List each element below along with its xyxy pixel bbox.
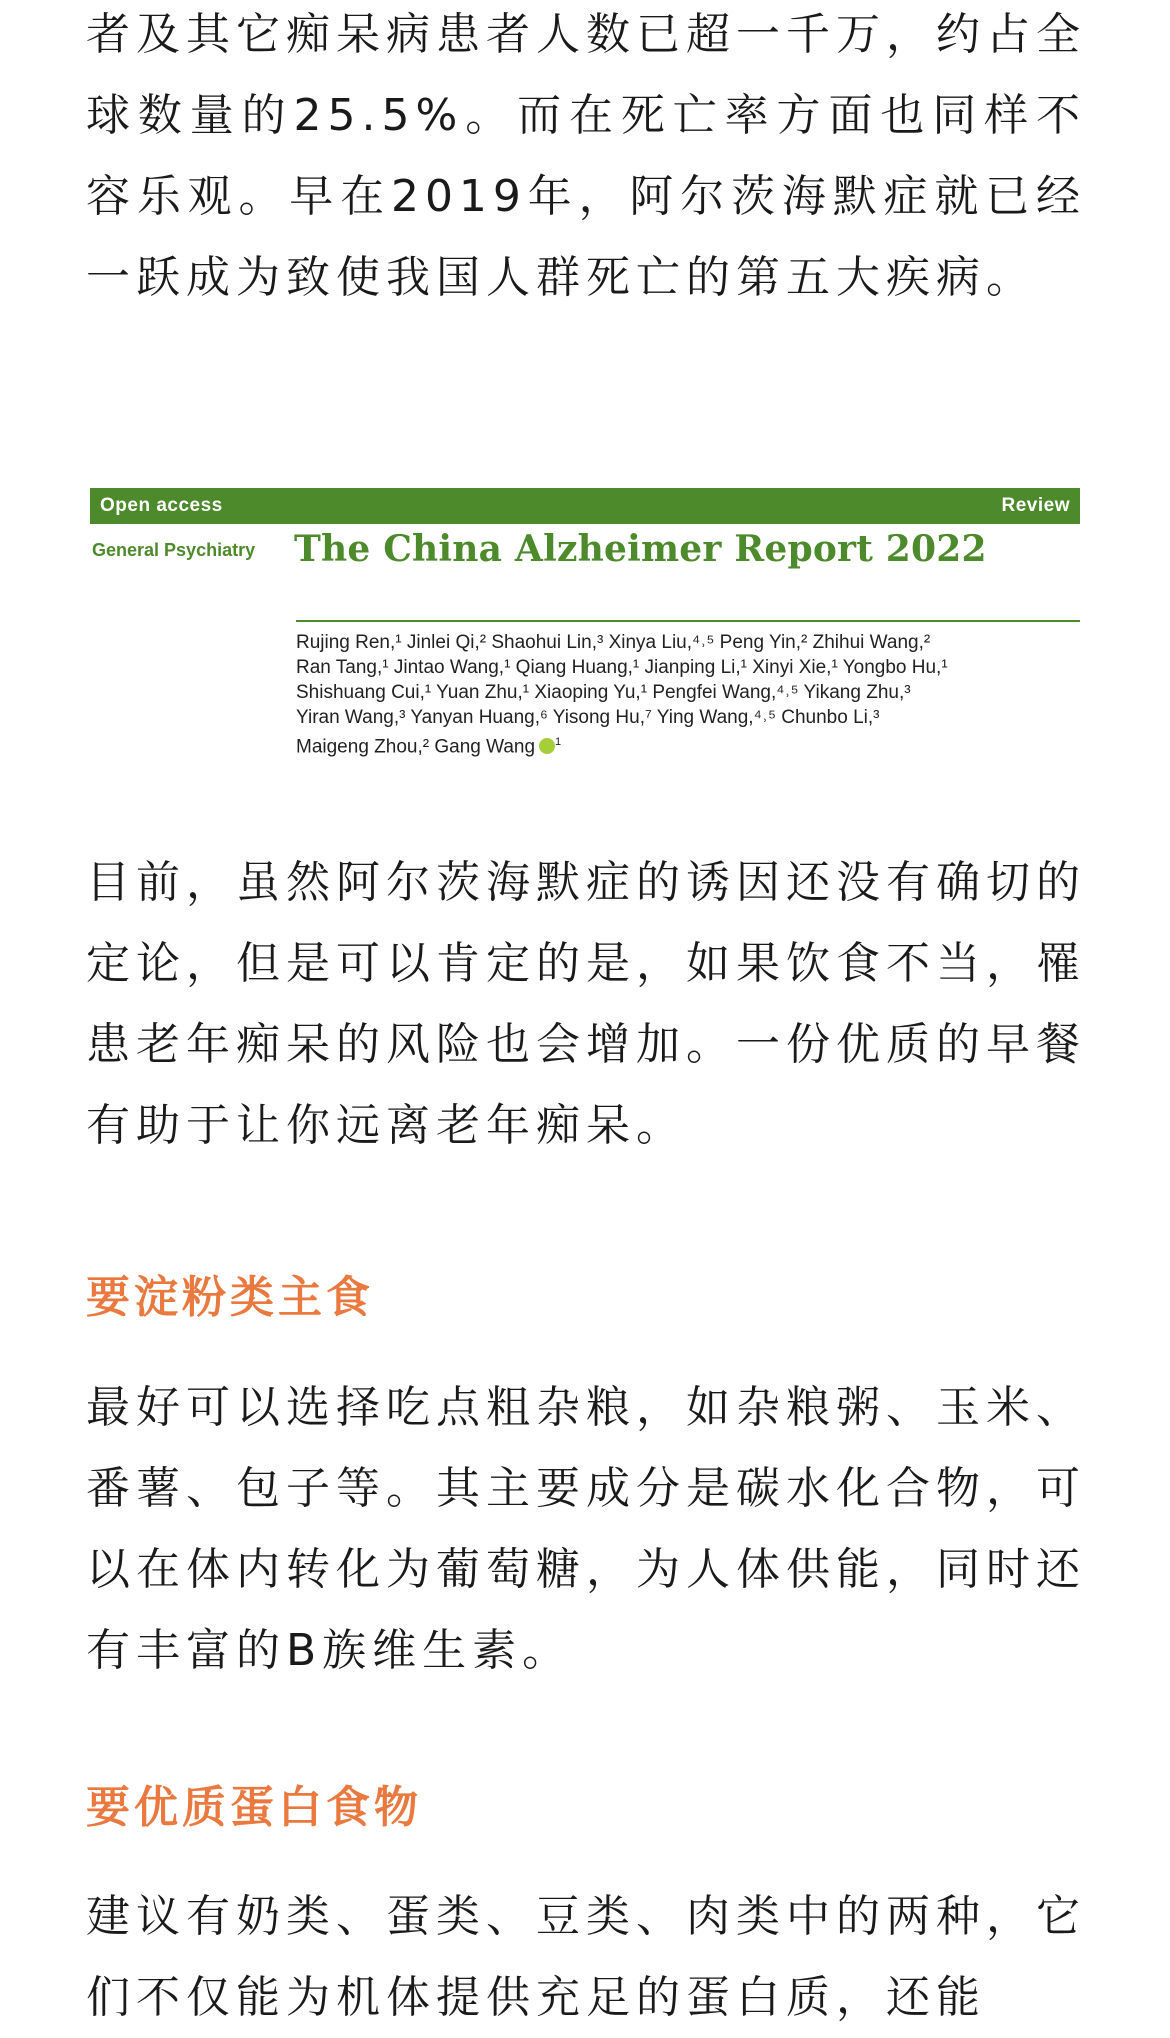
paragraph-text: 目前，虽然阿尔茨海默症的诱因还没有确切的定论，但是可以肯定的是，如果饮食不当，罹患老年痴呆的风险也会增加。一份优质的早餐有助于让你远离老年痴呆。: [86, 857, 1086, 1151]
author-line: Rujing Ren,¹ Jinlei Qi,² Shaohui Lin,³ Xinya Liu,⁴˒⁵ Peng Yin,² Zhihui Wang,²: [296, 632, 931, 653]
title-divider: [296, 620, 1080, 622]
journal-banner: [90, 488, 1080, 524]
paragraph-intro-stats: [86, 0, 1086, 318]
heading-text: 要淀粉类主食: [86, 1272, 374, 1323]
paragraph-text: 者及其它痴呆病患者人数已超一千万，约占全球数量的25.5%。而在死亡率方面也同样不容乐观。早在2019年，阿尔茨海默症就已经一跃成为致使我国人群死亡的第五大疾病。: [86, 9, 1086, 303]
author-affiliation-sup: 1: [555, 736, 562, 748]
author-line: Ran Tang,¹ Jintao Wang,¹ Qiang Huang,¹ Jianping Li,¹ Xinyi Xie,¹ Yongbo Hu,¹: [296, 657, 948, 678]
author-list: [296, 630, 1080, 759]
author-line: Shishuang Cui,¹ Yuan Zhu,¹ Xiaoping Yu,¹ Pengfei Wang,⁴˒⁵ Yikang Zhu,³: [296, 682, 911, 703]
heading-text: 要优质蛋白食物: [86, 1782, 422, 1833]
journal-header-figure: [86, 488, 1084, 768]
report-title: The China Alzheimer Report 2022: [294, 528, 987, 570]
paragraph-diet-risk: [86, 842, 1086, 1166]
open-access-label: Open access: [100, 495, 223, 516]
author-line: Yiran Wang,³ Yanyan Huang,⁶ Yisong Hu,⁷ Ying Wang,⁴˒⁵ Chunbo Li,³: [296, 707, 880, 728]
journal-section-label: General Psychiatry: [92, 540, 256, 560]
paragraph-text: 最好可以选择吃点粗杂粮，如杂粮粥、玉米、番薯、包子等。其主要成分是碳水化合物，可以在体内转化为葡萄糖，为人体供能，同时还有丰富的B族维生素。: [86, 1382, 1086, 1676]
section-heading-staple: [86, 1268, 1086, 1328]
paragraph-staple-food: [86, 1367, 1086, 1691]
orcid-icon: [539, 738, 555, 754]
section-heading-protein: [86, 1778, 1086, 1838]
paragraph-protein-food: [86, 1876, 1086, 2038]
author-line-text: Maigeng Zhou,² Gang Wang: [296, 736, 536, 758]
article-type-label: Review: [1001, 495, 1070, 516]
paragraph-text: 建议有奶类、蛋类、豆类、肉类中的两种，它们不仅能为机体提供充足的蛋白质，还能: [86, 1891, 1086, 2023]
author-line-last: [296, 730, 1080, 759]
